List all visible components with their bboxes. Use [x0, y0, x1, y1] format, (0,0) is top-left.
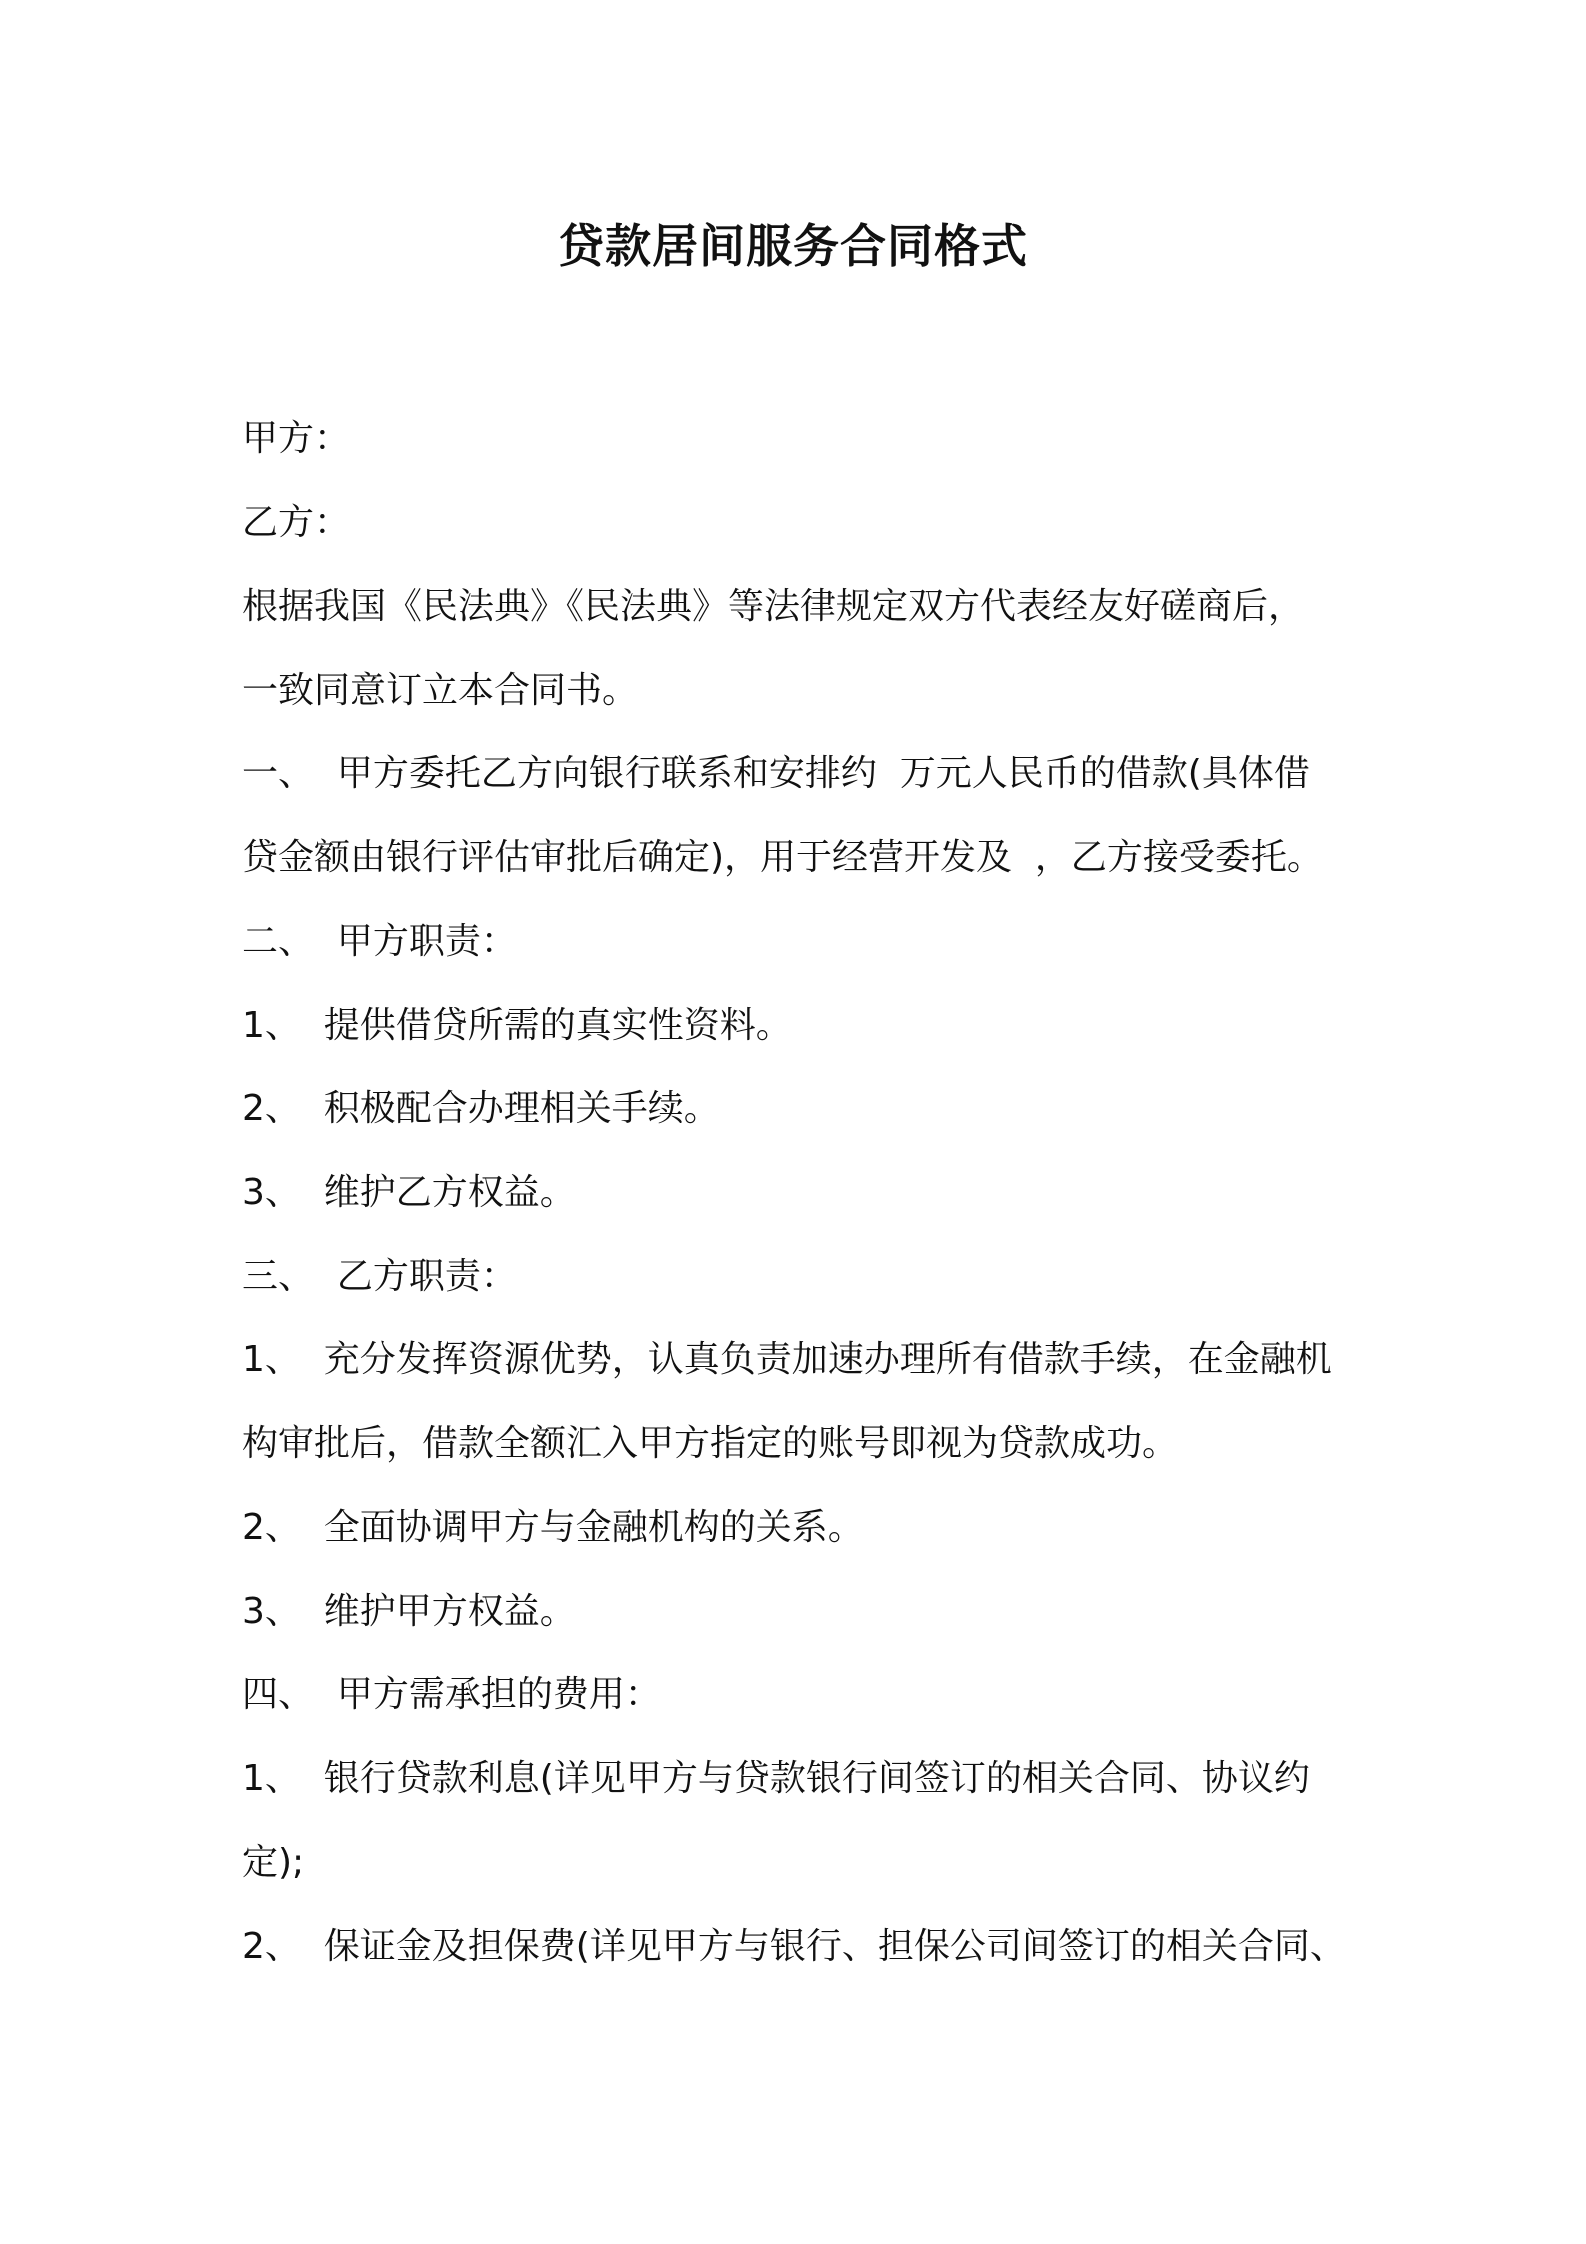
- clause-2-item-1: 1、 提供借贷所需的真实性资料。: [242, 1005, 792, 1046]
- clause-4-item-1-b: 定);: [242, 1842, 305, 1883]
- clause-2-heading: 二、 甲方职责：: [242, 921, 517, 962]
- clause-4-heading: 四、 甲方需承担的费用：: [242, 1674, 661, 1715]
- clause-3-item-1-b: 构审批后，借款全额汇入甲方指定的账号即视为贷款成功。: [242, 1423, 1179, 1464]
- clause-1-line-1: 一、 甲方委托乙方向银行联系和安排约 万元人民币的借款(具体借: [242, 753, 1310, 794]
- preamble-line-2: 一致同意订立本合同书。: [242, 670, 639, 711]
- clause-2-item-2: 2、 积极配合办理相关手续。: [242, 1088, 720, 1129]
- clause-3-item-3: 3、 维护甲方权益。: [242, 1591, 576, 1632]
- party-a-line: 甲方：: [242, 418, 351, 459]
- clause-2-item-3: 3、 维护乙方权益。: [242, 1172, 576, 1213]
- clause-1-line-2: 贷金额由银行评估审批后确定)，用于经营开发及 ，乙方接受委托。: [242, 837, 1323, 878]
- party-b-line: 乙方：: [242, 502, 351, 543]
- preamble-line-1: 根据我国《民法典》《民法典》等法律规定双方代表经友好磋商后，: [242, 586, 1305, 627]
- clause-3-item-1-a: 1、 充分发挥资源优势，认真负责加速办理所有借款手续，在金融机: [242, 1339, 1332, 1380]
- document-title: 贷款居间服务合同格式: [558, 219, 1028, 273]
- clause-4-item-1-a: 1、 银行贷款利息(详见甲方与贷款银行间签订的相关合同、协议约: [242, 1758, 1310, 1799]
- clause-4-item-2: 2、 保证金及担保费(详见甲方与银行、担保公司间签订的相关合同、: [242, 1926, 1346, 1967]
- clause-3-item-2: 2、 全面协调甲方与金融机构的关系。: [242, 1507, 864, 1548]
- clause-3-heading: 三、 乙方职责：: [242, 1256, 517, 1297]
